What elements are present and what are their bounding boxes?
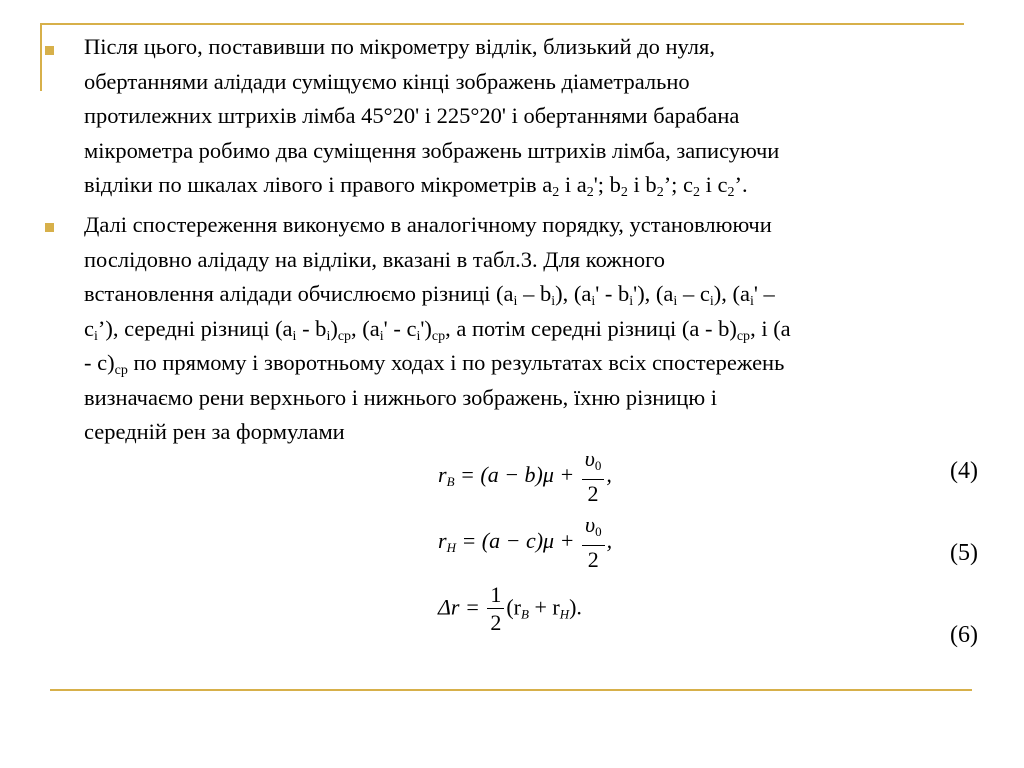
bullet-marker-1 (45, 46, 54, 55)
paragraph-2 (84, 208, 989, 450)
text-line: відліки по шкалах лівого і правого мікрометрів $a_2$ і $a_2'$; $b_2$ і $b_2$’; $c_2$ і $c_2$’. (84, 172, 748, 200)
formula-delta-r: Δr = $\frac{1}{2}$ (rB + rH). (438, 582, 582, 635)
text-line: середній рен за формулами (84, 419, 345, 444)
text-line: Після цього, поставивши по мікрометру відлік, близький до нуля, (84, 34, 715, 59)
text-line: послідовно алідаду на відліки, вказані в табл.3. Для кожного (84, 246, 666, 272)
text-line: встановлення алідади обчислюємо різниці $(a_i - b_i)$, $(a_i' - b_i')$, $(a_i - c_i)$, ($a_i'$ – (84, 281, 775, 309)
text-line: протилежних штрихів лімба 45°20' і 225°20' і обертаннями барабана (84, 103, 740, 128)
top-rule (40, 23, 964, 25)
equation-number-6: (6) (950, 622, 978, 648)
text-line: обертаннями алідади суміщуємо кінці зображень діаметрально (84, 68, 690, 94)
formula-rh: rH = (a − c)μ + $\frac{\upsilon 0}{2}$ , (438, 512, 613, 572)
text-line: Далі спостереження виконуємо в аналогічному порядку, установлюючи (84, 212, 772, 237)
text-line: визначаємо рени верхнього і нижнього зображень, їхню різницю і (84, 384, 718, 410)
bottom-rule (50, 689, 972, 691)
text-line: мікрометра робимо два суміщення зображень штрихів лімба, записуючи (84, 137, 780, 163)
equation-number-5: (5) (950, 540, 978, 566)
formula-rb: rB = (a − b)μ + $\frac{\upsilon 0}{2}$ , (438, 446, 612, 506)
bullet-marker-2 (45, 223, 54, 232)
text-line: - $c)_{ср}$ по прямому і зворотньому ходах і по результатах всіх спостережень (84, 350, 785, 378)
paragraph-1 (84, 30, 989, 203)
left-rule (40, 23, 42, 91)
text-line: $c_i$’), середні різниці $(a_i - b_i)_{ср}$, $(a_i' - c_i')_{ср}$, а потім середні різниці $(a - b)_{ср}$, і (a (84, 315, 791, 344)
equation-number-4: (4) (950, 458, 978, 484)
